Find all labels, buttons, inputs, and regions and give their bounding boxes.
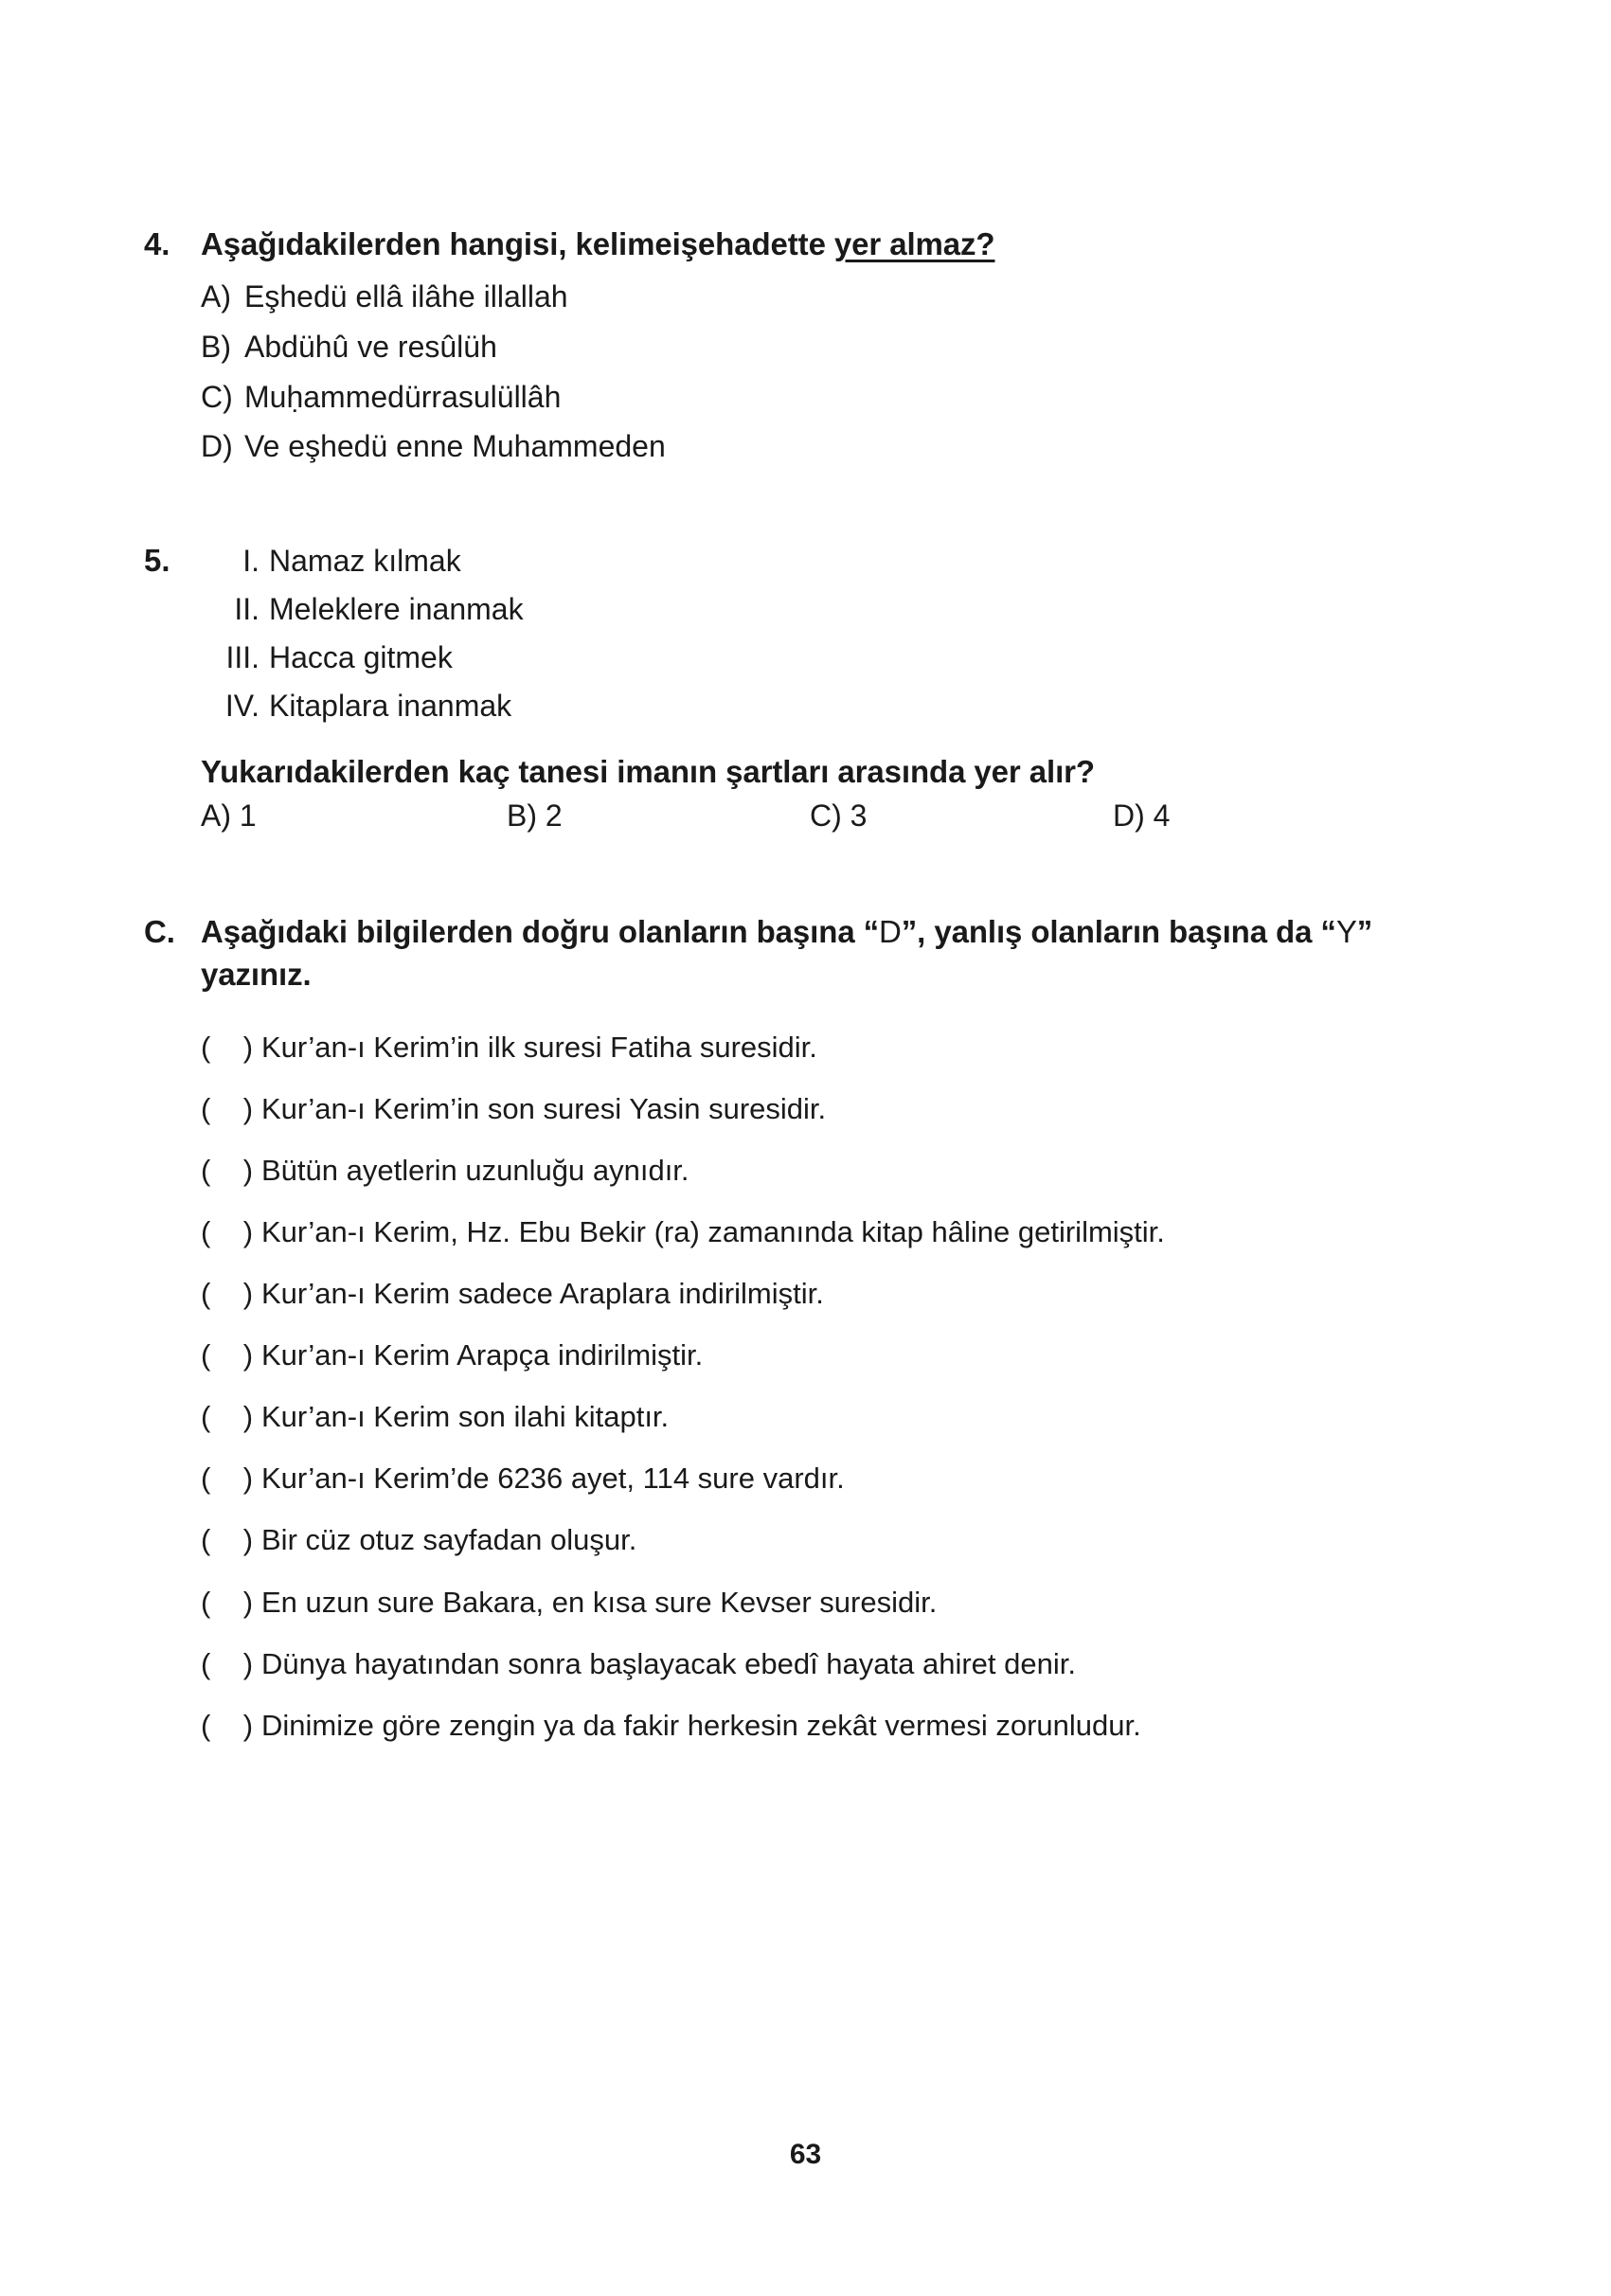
section-c-instruction-part1: Aşağıdaki bilgilerden doğru olanların başına “	[201, 913, 880, 949]
roman-label: Hacca gitmek	[269, 639, 453, 674]
question-5-stem: Yukarıdakilerden kaç tanesi imanın şartları arasında yer alır?	[201, 753, 1095, 789]
question-5-roman-list	[144, 537, 1489, 730]
question-5-option-a[interactable]	[201, 798, 257, 834]
statement-text: Bir cüz otuz sayfadan oluşur.	[261, 1523, 637, 1557]
true-false-row[interactable]	[201, 1140, 1489, 1202]
statement-text: Kur’an-ı Kerim’in ilk suresi Fatiha suresidir.	[261, 1030, 817, 1064]
question-5-option-c[interactable]	[810, 798, 867, 834]
question-5-option-b[interactable]	[507, 798, 563, 834]
question-4-stem-text: Aşağıdakilerden hangisi, kelimeişehadette	[201, 226, 834, 261]
true-false-row[interactable]	[201, 1695, 1489, 1757]
answer-blank-parentheses[interactable]: ( )	[201, 1277, 254, 1311]
true-false-row[interactable]	[201, 1387, 1489, 1448]
roman-numeral: III.	[225, 639, 260, 674]
roman-numeral: I.	[242, 544, 260, 579]
question-4-options	[201, 273, 1489, 473]
question-4-stem-underlined: yer almaz?	[833, 226, 995, 261]
statement-text: Kur’an-ı Kerim sadece Araplara indirilmiştir.	[261, 1277, 824, 1311]
statement-text: Dinimize göre zengin ya da fakir herkesin zekât vermesi zorunludur.	[261, 1708, 1141, 1742]
section-c	[144, 910, 1489, 1757]
true-false-row[interactable]	[201, 1325, 1489, 1387]
option-letter: C)	[201, 379, 233, 414]
answer-blank-parentheses[interactable]: ( )	[201, 1030, 254, 1064]
answer-blank-parentheses[interactable]: ( )	[201, 1214, 254, 1248]
statement-text: Kur’an-ı Kerim, Hz. Ebu Bekir (ra) zamanında kitap hâline getirilmiştir.	[261, 1214, 1165, 1248]
option-label: 3	[850, 798, 868, 833]
roman-numeral: IV.	[224, 688, 260, 723]
roman-numeral: II.	[234, 592, 260, 627]
question-4-stem	[201, 224, 1489, 265]
option-label: 2	[545, 798, 563, 833]
option-label: Muḥammedürrasulüllâh	[244, 379, 562, 414]
true-false-row[interactable]	[201, 1634, 1489, 1695]
question-5-options	[201, 798, 1489, 842]
section-c-instruction-part2: ”, yanlış olanların başına da “	[901, 913, 1336, 949]
section-c-instruction-part3: ” yazınız.	[201, 913, 1373, 993]
answer-blank-parentheses[interactable]: ( )	[201, 1523, 254, 1557]
section-c-mark-dogru: D	[879, 913, 902, 949]
statement-text: Kur’an-ı Kerim’de 6236 ayet, 114 sure vardır.	[261, 1462, 845, 1496]
question-4-option-a[interactable]	[201, 273, 1489, 323]
option-letter: B)	[201, 329, 231, 364]
answer-blank-parentheses[interactable]: ( )	[201, 1338, 254, 1372]
question-5-roman-item-1	[144, 537, 1489, 586]
option-label: 4	[1153, 798, 1171, 833]
question-4-heading	[144, 224, 1489, 265]
statement-text: Kur’an-ı Kerim son ilahi kitaptır.	[261, 1400, 670, 1434]
question-5-option-d[interactable]	[1113, 798, 1170, 834]
page-content	[144, 224, 1489, 1757]
true-false-row[interactable]	[201, 1510, 1489, 1571]
true-false-row[interactable]	[201, 1448, 1489, 1510]
question-4-option-c[interactable]	[201, 373, 1489, 423]
section-c-heading	[144, 910, 1489, 996]
statement-text: Kur’an-ı Kerim Arapça indirilmiştir.	[261, 1338, 704, 1372]
spacer-after-question-5	[144, 842, 1489, 910]
statement-text: Kur’an-ı Kerim’in son suresi Yasin suresidir.	[261, 1091, 827, 1125]
question-4-option-b[interactable]	[201, 323, 1489, 373]
option-label: Abdühû ve resûlüh	[244, 329, 497, 364]
option-letter: D)	[201, 429, 233, 464]
answer-blank-parentheses[interactable]: ( )	[201, 1646, 254, 1680]
answer-blank-parentheses[interactable]: ( )	[201, 1708, 254, 1742]
roman-label: Meleklere inanmak	[269, 592, 524, 627]
option-letter: B)	[507, 798, 537, 833]
question-5	[144, 537, 1489, 841]
true-false-row[interactable]	[201, 1572, 1489, 1634]
answer-blank-parentheses[interactable]: ( )	[201, 1585, 254, 1619]
question-5-roman-item-2	[144, 586, 1489, 635]
roman-label: Kitaplara inanmak	[269, 688, 512, 723]
true-false-row[interactable]	[201, 1264, 1489, 1325]
option-label: 1	[239, 798, 257, 833]
page-number: 63	[789, 2139, 822, 2170]
answer-blank-parentheses[interactable]: ( )	[201, 1400, 254, 1434]
statement-text: Bütün ayetlerin uzunluğu aynıdır.	[261, 1153, 689, 1187]
question-4	[144, 224, 1489, 473]
answer-blank-parentheses[interactable]: ( )	[201, 1091, 254, 1125]
statement-text: En uzun sure Bakara, en kısa sure Kevser suresidir.	[261, 1585, 938, 1619]
true-false-row[interactable]	[201, 1017, 1489, 1079]
option-letter: A)	[201, 278, 231, 314]
answer-blank-parentheses[interactable]: ( )	[201, 1462, 254, 1496]
roman-label: Namaz kılmak	[269, 544, 461, 579]
question-5-roman-item-3	[144, 635, 1489, 683]
answer-blank-parentheses[interactable]: ( )	[201, 1153, 254, 1187]
section-c-statement-list	[201, 1017, 1489, 1757]
question-4-option-d[interactable]	[201, 422, 1489, 473]
section-c-instruction	[201, 910, 1489, 996]
true-false-row[interactable]	[201, 1079, 1489, 1140]
question-4-number: 4.	[144, 226, 170, 261]
spacer-after-question-4	[144, 473, 1489, 537]
section-c-letter: C.	[144, 913, 175, 949]
question-5-roman-item-4	[144, 683, 1489, 731]
option-label: Ve eşhedü enne Muhammeden	[244, 429, 666, 464]
question-5-number: 5.	[144, 543, 170, 579]
option-letter: D)	[1113, 798, 1145, 833]
true-false-row[interactable]	[201, 1202, 1489, 1264]
option-label: Eşhedü ellâ ilâhe illallah	[244, 278, 568, 314]
option-letter: C)	[810, 798, 842, 833]
option-letter: A)	[201, 798, 231, 833]
statement-text: Dünya hayatından sonra başlayacak ebedî hayata ahiret denir.	[261, 1646, 1076, 1680]
section-c-mark-yanlis: Y	[1335, 913, 1357, 949]
